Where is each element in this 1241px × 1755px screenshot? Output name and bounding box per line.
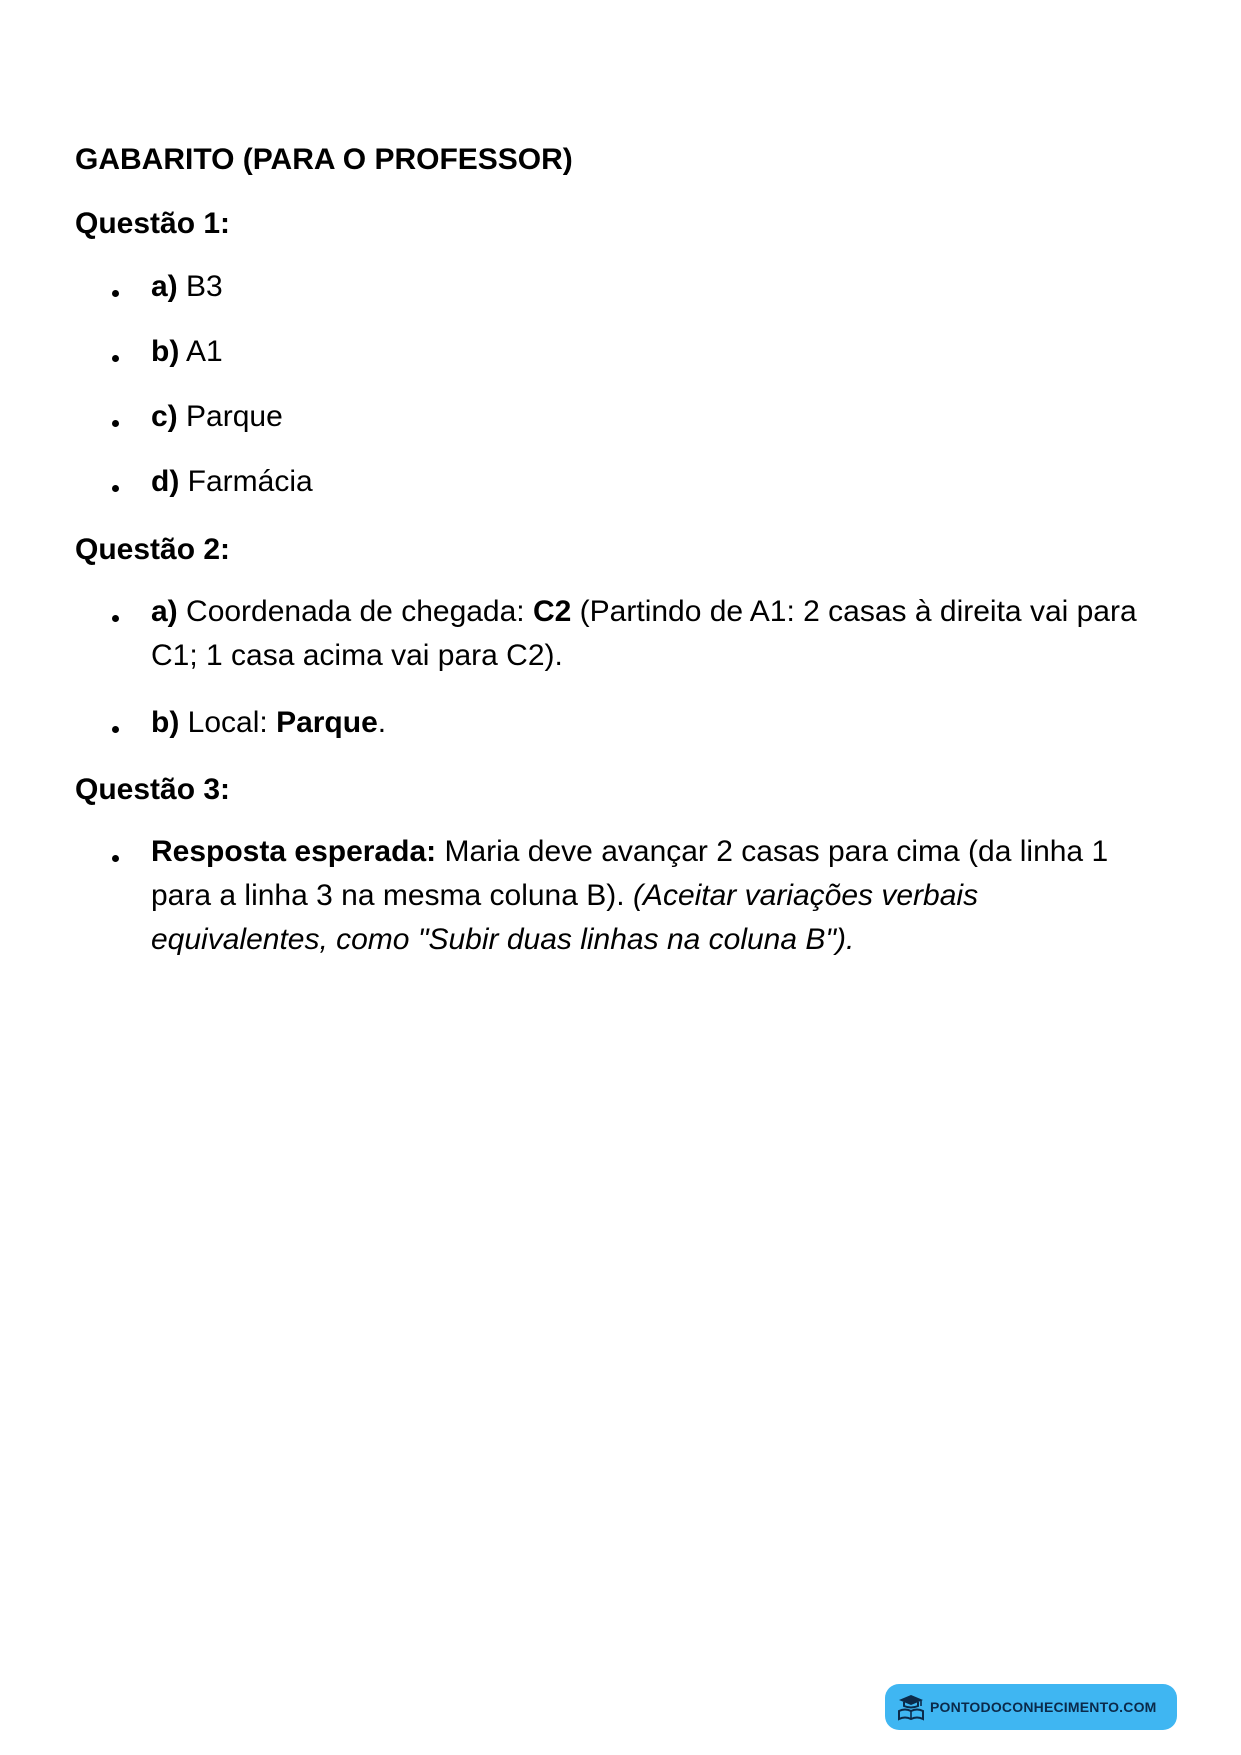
question-3-heading: Questão 3:: [75, 773, 231, 806]
item-text: .: [377, 706, 387, 739]
list-item: [151, 330, 1141, 374]
graduation-book-icon: [896, 1692, 926, 1722]
item-label: d): [151, 465, 180, 498]
item-text: Parque: [177, 400, 283, 433]
list-item: [151, 701, 1141, 745]
bullet: [112, 855, 119, 862]
item-label: b): [151, 706, 180, 739]
item-text: B3: [177, 270, 223, 303]
item-text: (Partindo de A1: 2 casas à direita vai para C1; 1 casa acima vai para C2).: [151, 595, 1137, 672]
page-title: GABARITO (PARA O PROFESSOR): [75, 143, 573, 176]
item-text: Local:: [179, 706, 277, 739]
item-text: Coordenada de chegada:: [177, 595, 533, 628]
answer-value: C2: [532, 595, 572, 628]
bullet: [112, 355, 119, 362]
item-label: b): [151, 335, 180, 368]
answer-value: Parque: [276, 706, 378, 739]
item-note: (Aceitar variações verbais equivalentes, como "Subir duas linhas na coluna B").: [151, 879, 979, 956]
item-label: c): [151, 400, 178, 433]
list-item: [151, 590, 1141, 678]
item-text: A1: [179, 335, 223, 368]
question-2-heading: Questão 2:: [75, 533, 231, 566]
bullet: [112, 420, 119, 427]
list-item: [151, 460, 1141, 504]
list-item: [151, 265, 1141, 309]
list-item: [151, 395, 1141, 439]
site-badge-link[interactable]: [885, 1684, 1177, 1730]
badge-label: PONTODOCONHECIMENTO.COM: [930, 1699, 1157, 1715]
question-1-heading: Questão 1:: [75, 207, 231, 240]
bullet: [112, 485, 119, 492]
list-item: [151, 830, 1141, 962]
bullet: [112, 726, 119, 733]
item-label: Resposta esperada:: [151, 835, 437, 868]
item-label: a): [151, 270, 178, 303]
bullet: [112, 290, 119, 297]
bullet: [112, 615, 119, 622]
item-label: a): [151, 595, 178, 628]
item-text: Maria deve avançar 2 casas para cima (da linha 1 para a linha 3 na mesma coluna B).: [151, 835, 1109, 912]
item-text: Farmácia: [179, 465, 313, 498]
